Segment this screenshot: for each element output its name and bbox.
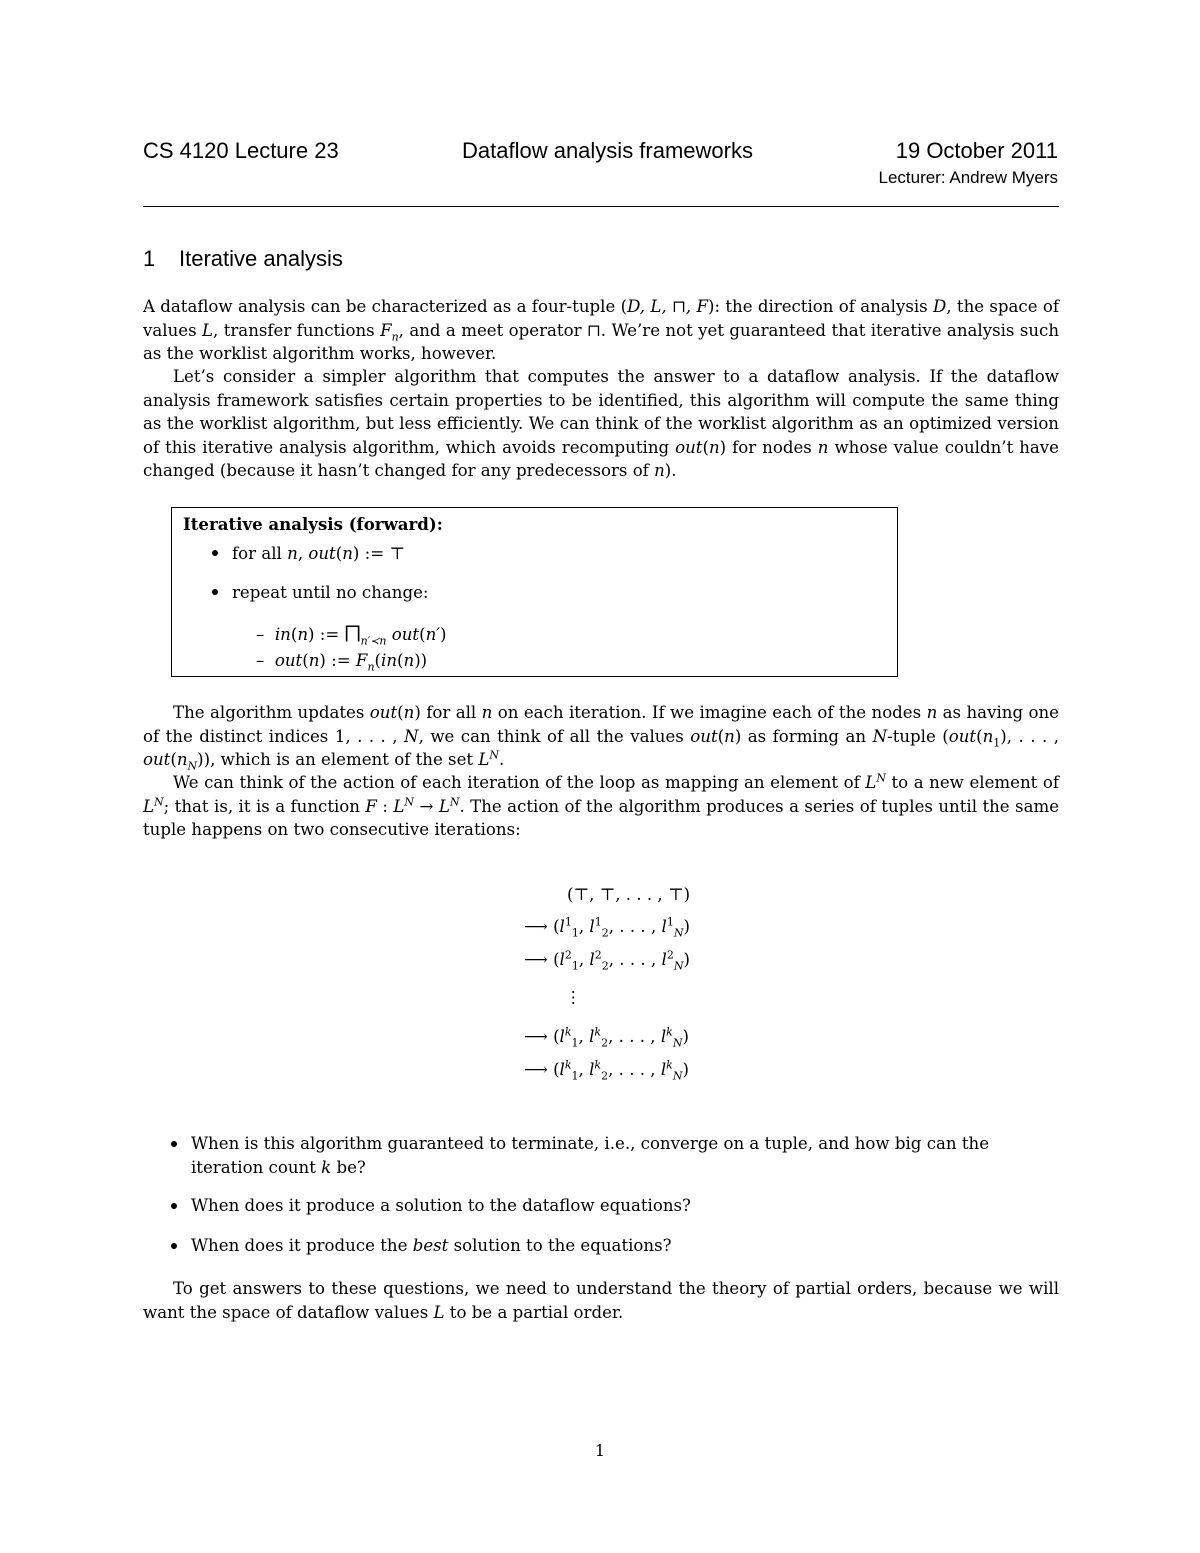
tuple-iteration-1: ⟶ ($l^1_1$, $l^1_2$, . . . , $l^1_N$)	[524, 915, 690, 940]
algorithm-step-repeat: repeat until no change:	[212, 583, 429, 602]
section-title: Iterative analysis	[179, 246, 343, 271]
bullet-icon	[171, 1203, 177, 1209]
question-termination: When is this algorithm guaranteed to terminate, i.e., converge on a tuple, and how big can the iteration count k be?	[171, 1132, 1059, 1179]
page-number: 1	[594, 1441, 606, 1460]
tuple-iteration-k: ⟶ ($l^k_1$, $l^k_2$, . . . , $l^k_N$)	[524, 1025, 689, 1050]
header-rule	[143, 206, 1059, 207]
algorithm-box	[171, 507, 898, 677]
lecturer-name: Lecturer: Andrew Myers	[878, 168, 1058, 187]
algorithm-substep-out: – out(n) := $F_n(in(n))$	[256, 651, 428, 674]
paragraph-simpler-algorithm: Let’s consider a simpler algorithm that computes the answer to a dataflow analysis. If the dataflow analysis framework satisfies certain properties to be identified, this algorithm will compute the same thing as the worklist algorithm, but less efficiently. We can think of the worklist algorithm as an optimized version of this iterative analysis algorithm, which avoids recomputing out(n) for nodes n whose value couldn’t have changed (because it hasn’t changed for any predecessors of n).	[143, 367, 1059, 480]
paragraph-tuple: The algorithm updates out(n) for all n on each iteration. If we imagine each of the nodes n as having one of the distinct indices 1, . . . , N, we can think of all the values out(n) as forming an N-tuple ($out(n_1)$, . . . , $out(n_N)$), which is an element of the set $L^N$.	[143, 703, 1059, 773]
section-number: 1	[143, 246, 156, 271]
bullet-icon	[171, 1243, 177, 1249]
question-solution: When does it produce a solution to the dataflow equations?	[171, 1194, 1059, 1218]
course-title: CS 4120 Lecture 23	[143, 138, 339, 163]
algorithm-title: Iterative analysis (forward):	[183, 514, 443, 534]
vertical-ellipsis: ⋮	[565, 988, 582, 1007]
paragraph-partial-orders: To get answers to these questions, we need to understand the theory of partial orders, because we will want the space of dataflow values L to be a partial order.	[143, 1279, 1059, 1322]
bullet-icon	[212, 589, 218, 595]
paragraph-function-mapping: We can think of the action of each iteration of the loop as mapping an element of $L^N$ to a new element of $L^N$; that is, it is a function F : $L^N \to L^N$. The action of the algorithm produces a series of tuples until the same tuple happens on two consecutive iterations:	[143, 771, 1060, 839]
bullet-icon	[171, 1141, 177, 1147]
lecture-date: 19 October 2011	[895, 138, 1058, 163]
question-best-solution: When does it produce the best solution to the equations?	[171, 1234, 1059, 1258]
section-heading	[143, 246, 343, 272]
tuple-initial: (⊤, ⊤, . . . , ⊤)	[567, 885, 691, 904]
algorithm-substep-in: – in(n) := $⨅_{n'≺n}$ out(n′)	[256, 621, 447, 648]
paragraph-intro: A dataflow analysis can be characterized as a four-tuple (D, L, ⊓, F): the direction of analysis D, the space of values L, transfer functions $F_n$, and a meet operator ⊓. We’re not yet guaranteed that iterative analysis such as the worklist algorithm works, however.	[143, 297, 1060, 363]
lecture-topic: Dataflow analysis frameworks	[462, 138, 753, 163]
algorithm-step-init: for all n, out(n) := ⊤	[212, 544, 405, 563]
bullet-icon	[212, 550, 218, 556]
tuple-iteration-2: ⟶ ($l^2_1$, $l^2_2$, . . . , $l^2_N$)	[524, 948, 690, 973]
tuple-iteration-k-repeat: ⟶ ($l^k_1$, $l^k_2$, . . . , $l^k_N$)	[524, 1058, 689, 1083]
